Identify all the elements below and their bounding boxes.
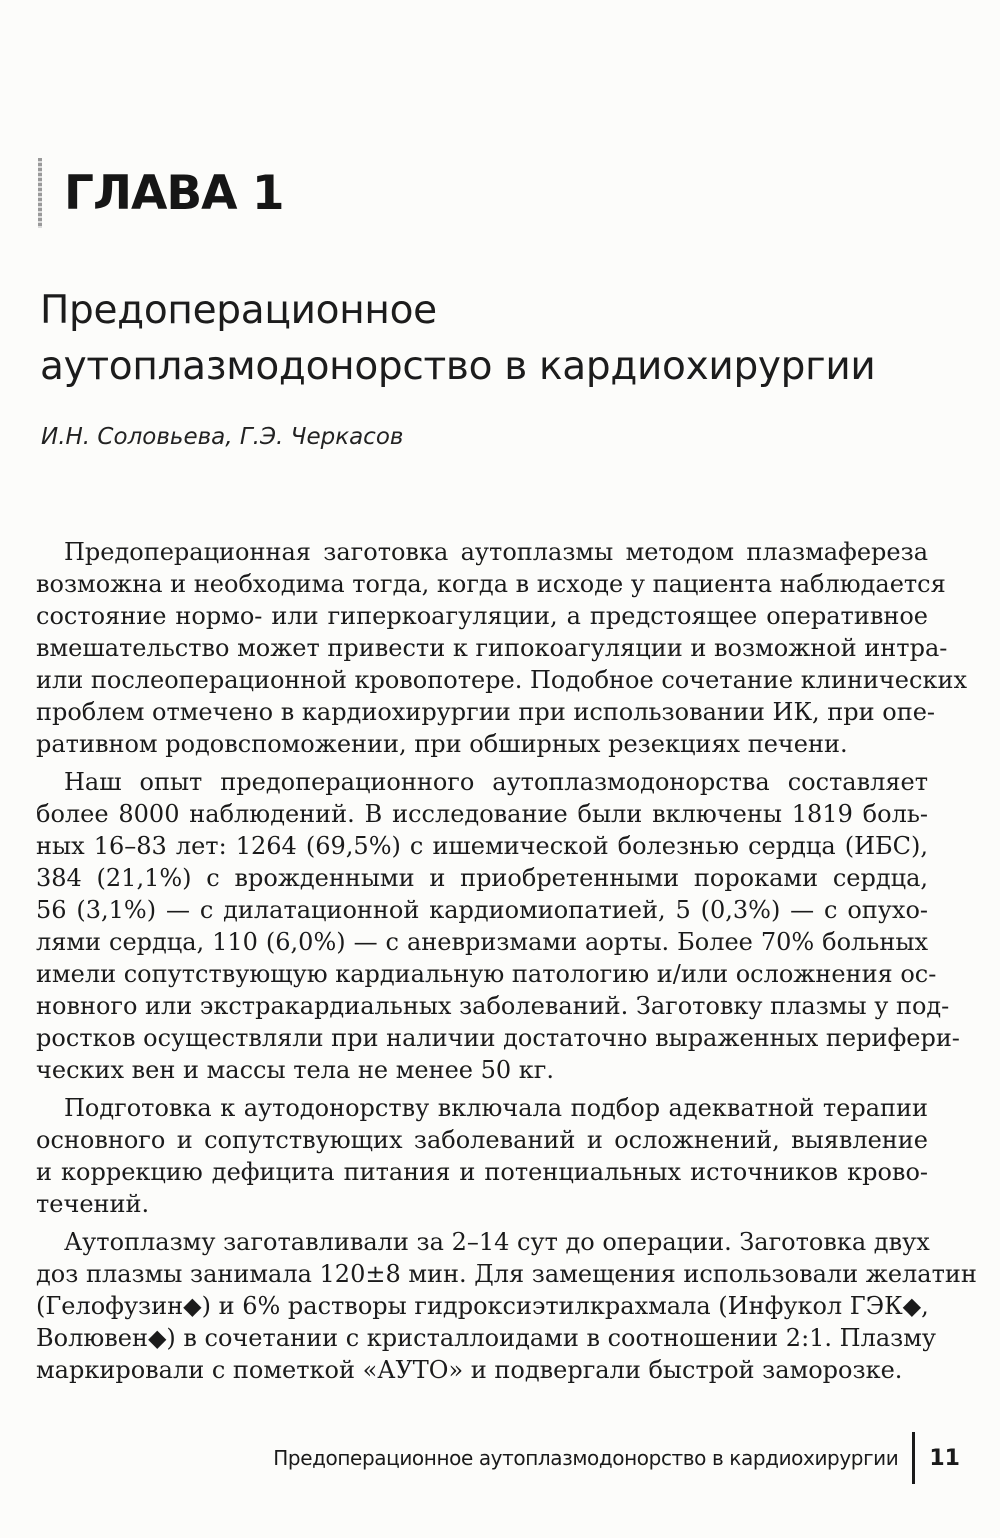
text-line: Аутоплазму заготавливали за 2–14 сут до операции. Заготовка двух	[64, 1228, 930, 1256]
text-line: Волювен◆) в сочетании с кристаллоидами в соотношении 2:1. Плазму	[36, 1324, 937, 1352]
text-line: более 8000 наблюдений. В исследование были включены 1819 боль-	[36, 800, 928, 828]
paragraph	[36, 1226, 977, 1386]
text-line: ных 16–83 лет: 1264 (69,5%) с ишемической болезнью сердца (ИБС),	[36, 832, 928, 860]
authors: И.Н. Соловьева, Г.Э. Черкасов	[41, 424, 404, 450]
text-line: маркировали с пометкой «АУТО» и подвергали быстрой заморозке.	[36, 1356, 903, 1384]
text-line: ческих вен и массы тела не менее 50 кг.	[36, 1056, 554, 1084]
chapter-bar-decoration	[38, 158, 42, 228]
text-line: проблем отмечено в кардиохирургии при использовании ИК, при опе-	[36, 698, 936, 726]
text-line: или послеоперационной кровопотере. Подобное сочетание клинических	[36, 666, 967, 694]
text-line: ративном родовспоможении, при обширных резекциях печени.	[36, 730, 848, 758]
paragraph	[36, 766, 960, 1086]
paragraph	[36, 1092, 928, 1220]
article-title	[40, 283, 960, 395]
text-line: новного или экстракардиальных заболеваний. Заготовку плазмы у под-	[36, 992, 950, 1020]
text-line: возможна и необходима тогда, когда в исходе у пациента наблюдается	[36, 570, 946, 598]
text-line: основного и сопутствующих заболеваний и осложнений, выявление	[36, 1126, 928, 1154]
text-line: лями сердца, 110 (6,0%) — с аневризмами аорты. Более 70% больных	[36, 928, 928, 956]
chapter-heading	[38, 158, 284, 228]
text-line: течений.	[36, 1190, 150, 1218]
text-line: и коррекцию дефицита питания и потенциальных источников крово-	[36, 1158, 928, 1186]
text-line: Наш опыт предоперационного аутоплазмодонорства составляет	[64, 768, 928, 796]
page-footer	[273, 1432, 960, 1484]
text-line: 384 (21,1%) с врожденными и приобретенными пороками сердца,	[36, 864, 928, 892]
text-line: Подготовка к аутодонорству включала подбор адекватной терапии	[64, 1094, 928, 1122]
text-line: 56 (3,1%) — с дилатационной кардиомиопатией, 5 (0,3%) — с опухо-	[36, 896, 928, 924]
text-line: доз плазмы занимала 120±8 мин. Для замещения использовали желатин	[36, 1260, 977, 1288]
text-line: Предоперационная заготовка аутоплазмы методом плазмафереза	[64, 538, 928, 566]
running-title: Предоперационное аутоплазмодонорство в кардиохирургии	[273, 1446, 899, 1470]
text-line: имели сопутствующую кардиальную патологию и/или осложнения ос-	[36, 960, 937, 988]
text-line: ростков осуществляли при наличии достаточно выраженных перифери-	[36, 1024, 960, 1052]
article-title-line: аутоплазмодонорство в кардиохирургии	[40, 344, 876, 389]
footer-divider	[912, 1432, 915, 1484]
article-body	[36, 536, 977, 1392]
text-line: вмешательство может привести к гипокоагуляции и возможной интра-	[36, 634, 948, 662]
chapter-title: ГЛАВА 1	[64, 165, 284, 221]
article-title-line: Предоперационное	[40, 288, 437, 333]
page-number: 11	[929, 1445, 960, 1471]
text-line: (Гелофузин◆) и 6% растворы гидроксиэтилкрахмала (Инфукол ГЭК◆,	[36, 1292, 929, 1320]
text-line: состояние нормо- или гиперкоагуляции, а предстоящее оперативное	[36, 602, 928, 630]
paragraph	[36, 536, 967, 760]
